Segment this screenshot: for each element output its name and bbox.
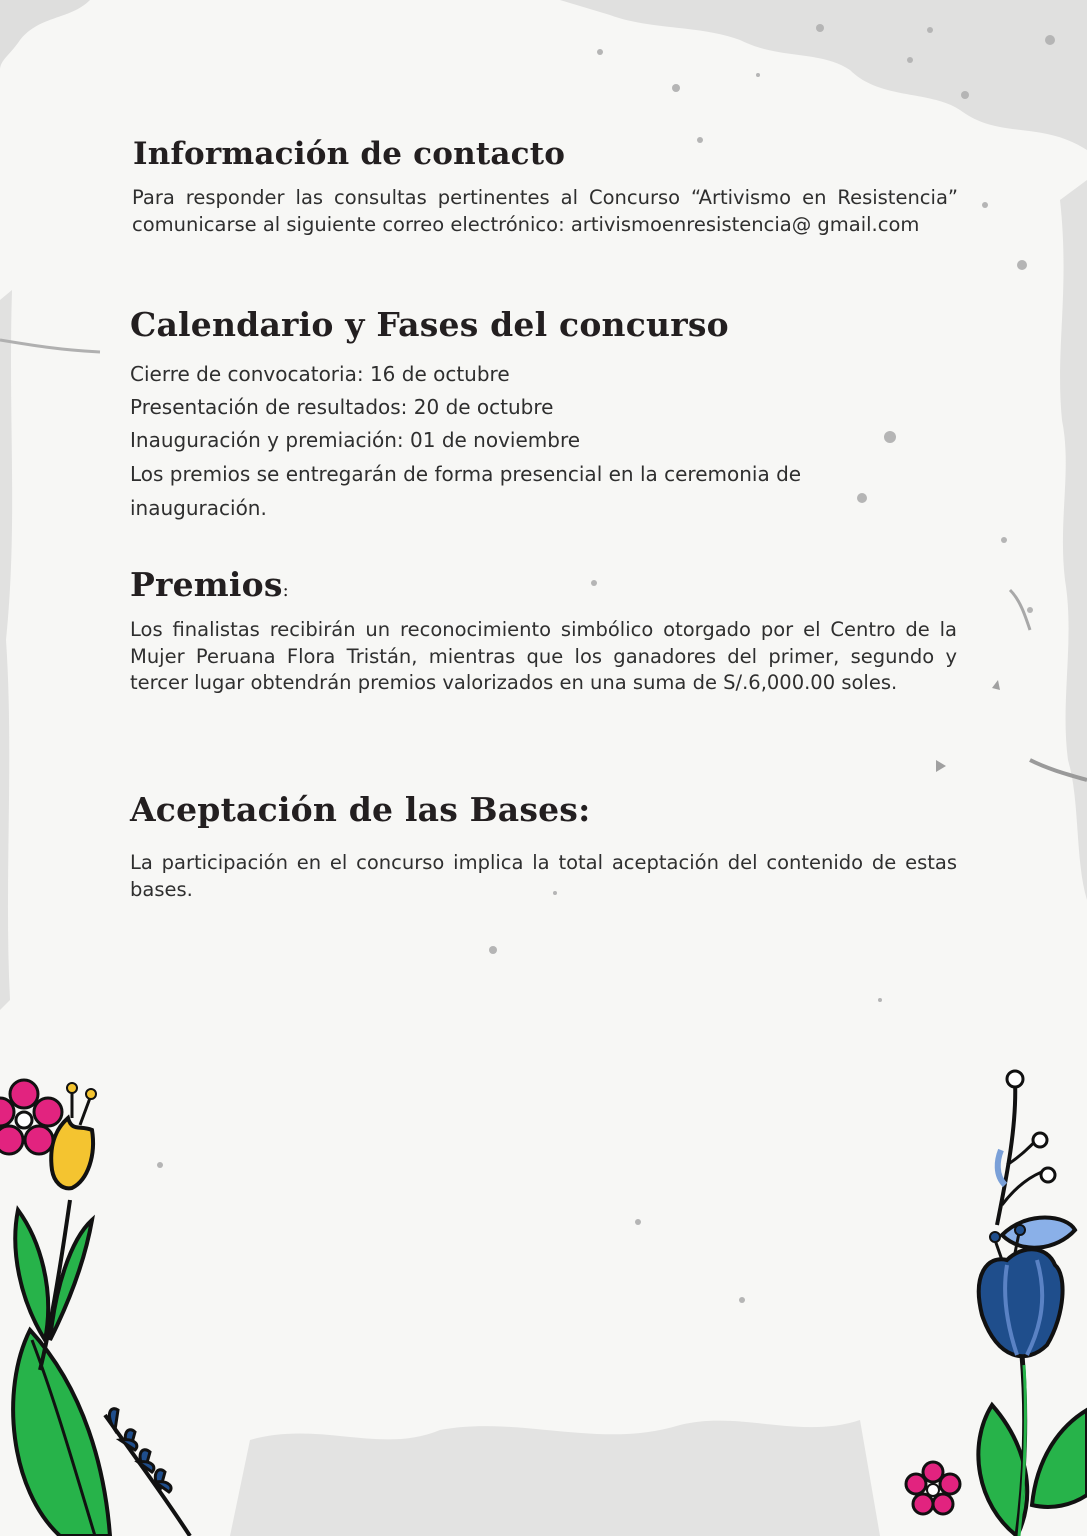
floral-decoration-right bbox=[897, 1065, 1087, 1536]
acceptance-heading: Aceptación de las Bases: bbox=[130, 790, 591, 829]
calendar-line: inauguración. bbox=[130, 496, 267, 520]
green-leaf bbox=[15, 1210, 48, 1340]
blue-fern bbox=[105, 1415, 190, 1536]
blue-flower bbox=[979, 1249, 1063, 1356]
green-leaf-large bbox=[13, 1330, 110, 1536]
prizes-heading-colon: : bbox=[282, 580, 289, 601]
acceptance-paragraph: La participación en el concurso implica la total aceptación del contenido de estas bases. bbox=[130, 851, 957, 901]
floral-decoration-left bbox=[0, 1070, 210, 1536]
prizes-heading-text: Premios bbox=[130, 565, 283, 604]
calendar-line: Inauguración y premiación: 01 de noviembre bbox=[130, 428, 581, 452]
light-blue-leaf bbox=[1002, 1218, 1075, 1248]
calendar-heading: Calendario y Fases del concurso bbox=[130, 305, 729, 344]
calendar-line: Cierre de convocatoria: 16 de octubre bbox=[130, 362, 510, 386]
prizes-paragraph: Los finalistas recibirán un reconocimiento simbólico otorgado por el Centro de la Mujer Peruana Flora Tristán, mientras que los ganadores del primer, segundo y tercer lugar obtendrán premios valorizados en una suma de S/.6,000.00 soles. bbox=[130, 618, 957, 694]
pink-flower-small bbox=[906, 1462, 960, 1514]
contact-heading: Información de contacto bbox=[133, 136, 566, 172]
calendar-line: Los premios se entregarán de forma presencial en la ceremonia de bbox=[130, 462, 802, 486]
yellow-tulip bbox=[51, 1118, 93, 1188]
prizes-heading bbox=[130, 565, 289, 604]
green-leaf bbox=[1032, 1410, 1087, 1507]
pink-flower bbox=[0, 1080, 62, 1154]
calendar-line: Presentación de resultados: 20 de octubre bbox=[130, 395, 554, 419]
contact-paragraph: Para responder las consultas pertinentes al Concurso “Artivismo en Resistencia” comunicarse al siguiente correo electrónico: artivismoenresistencia@ gmail.com bbox=[132, 186, 958, 236]
